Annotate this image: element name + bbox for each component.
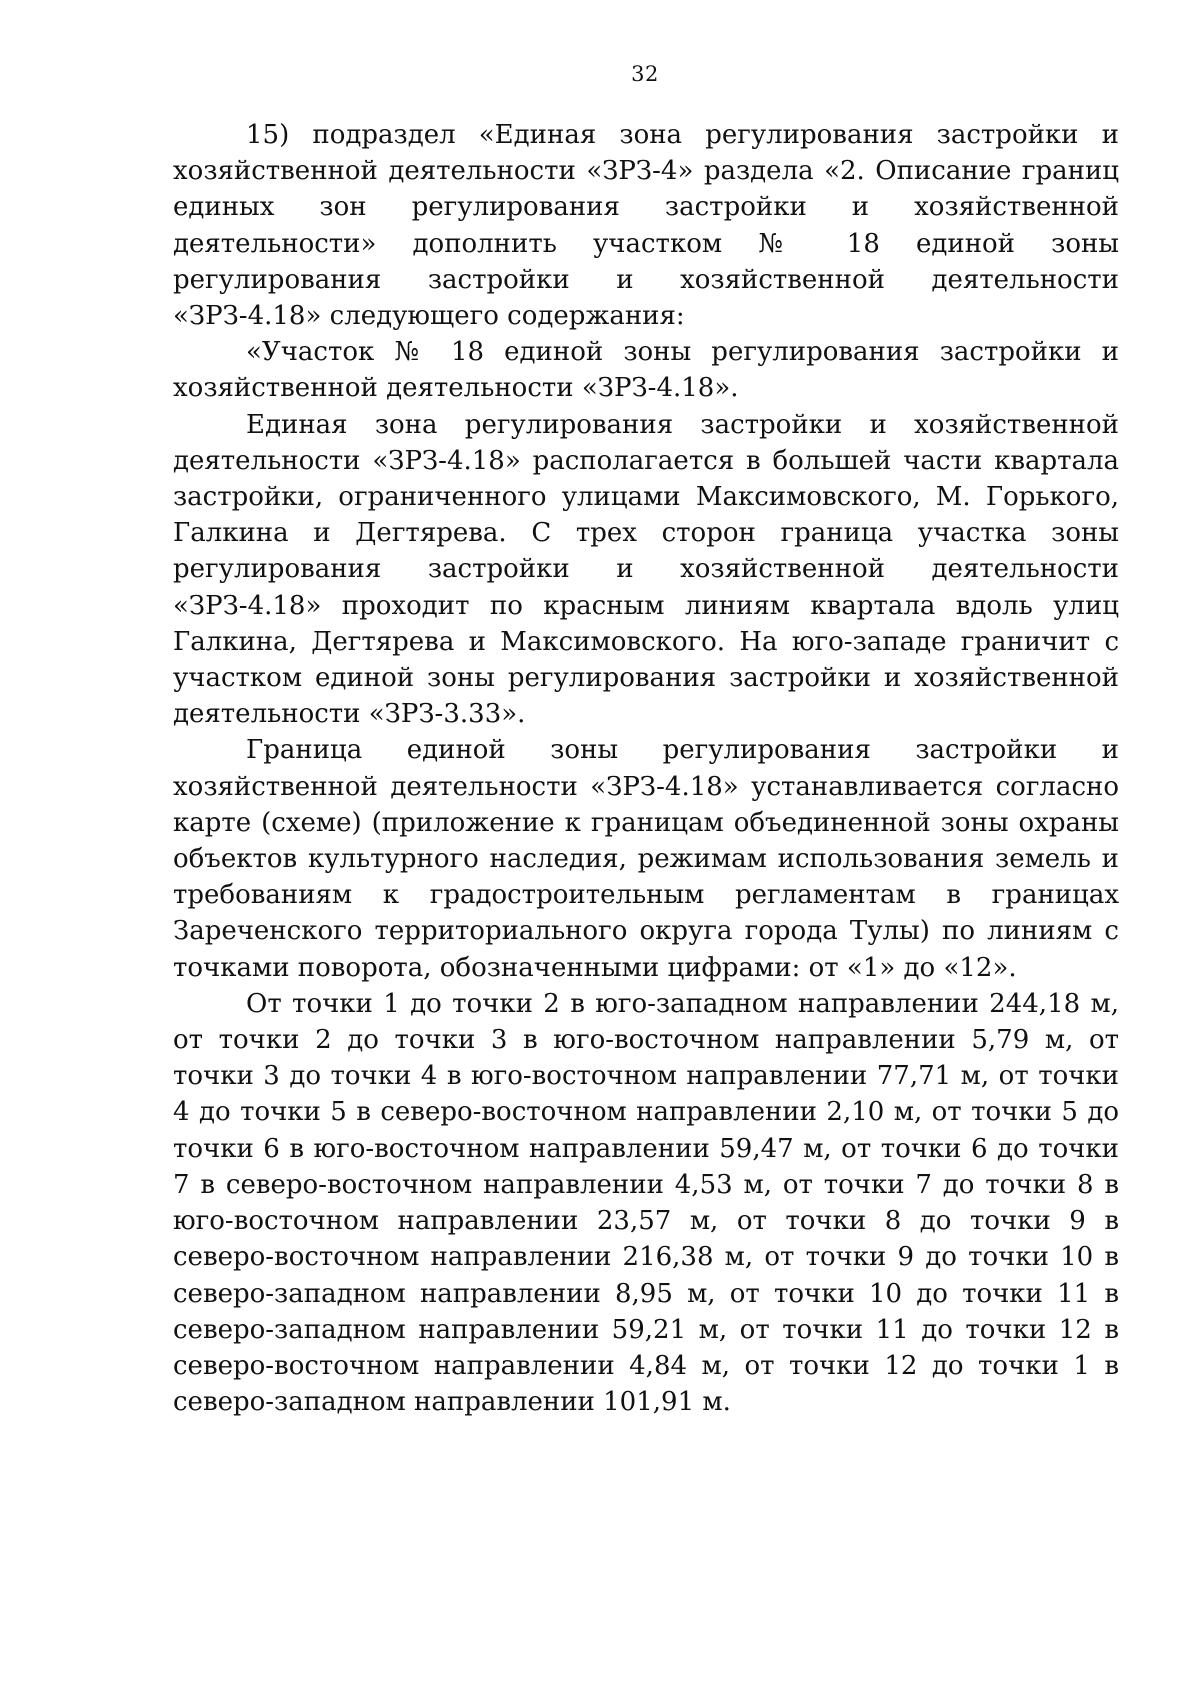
paragraph-zone-description: Единая зона регулирования застройки и хозяйственной деятельности «ЗРЗ-4.18» располагается в большей части квартала застройки, ограниченного улицами Максимовского, М. Горького, Галкина и Дегтярева. С трех сторон граница участка зоны регулирования застройки и хозяйственной деятельности «ЗРЗ-4.18» проходит по красным линиям квартала вдоль улиц Галкина, Дегтярева и Максимовского. На юго-западе граничит с участком единой зоны регулирования застройки и хозяйственной деятельности «ЗРЗ-3.33». (173, 409, 1119, 730)
paragraph-boundary-definition: Граница единой зоны регулирования застройки и хозяйственной деятельности «ЗРЗ-4.18» устанавливается согласно карте (схеме) (приложение к границам объединенной зоны охраны объектов культурного наследия, режимам использования земель и требованиям к градостроительным регламентам в границах Зареченского территориального округа города Тулы) по линиям с точками поворота, обозначенными цифрами: от «1» до «12». (173, 735, 1119, 983)
document-body (173, 117, 1119, 1420)
paragraph-boundary-points: От точки 1 до точки 2 в юго-западном направлении 244,18 м, от точки 2 до точки 3 в юго-восточном направлении 5,79 м, от точки 3 до точки 4 в юго-восточном направлении 77,71 м, от точки 4 до точки 5 в северо-восточном направлении 2,10 м, от точки 5 до точки 6 в юго-восточном направлении 59,47 м, от точки 6 до точки 7 в северо-восточном направлении 4,53 м, от точки 7 до точки 8 в юго-восточном направлении 23,57 м, от точки 8 до точки 9 в северо-восточном направлении 216,38 м, от точки 9 до точки 10 в северо-западном направлении 8,95 м, от точки 10 до точки 11 в северо-западном направлении 59,21 м, от точки 11 до точки 12 в северо-восточном направлении 4,84 м, от точки 12 до точки 1 в северо-западном направлении 101,91 м. (173, 988, 1119, 1418)
page-number: 32 (631, 62, 659, 86)
paragraph-section-title: «Участок № 18 единой зоны регулирования застройки и хозяйственной деятельности «ЗРЗ-4.18». (173, 337, 1119, 404)
paragraph-subsection-15: 15) подраздел «Единая зона регулирования застройки и хозяйственной деятельности «ЗРЗ-4» раздела «2. Описание границ единых зон регулирования застройки и хозяйственной деятельности» дополнить участком № 18 единой зоны регулирования застройки и хозяйственной деятельности «ЗРЗ-4.18» следующего содержания: (173, 120, 1119, 332)
